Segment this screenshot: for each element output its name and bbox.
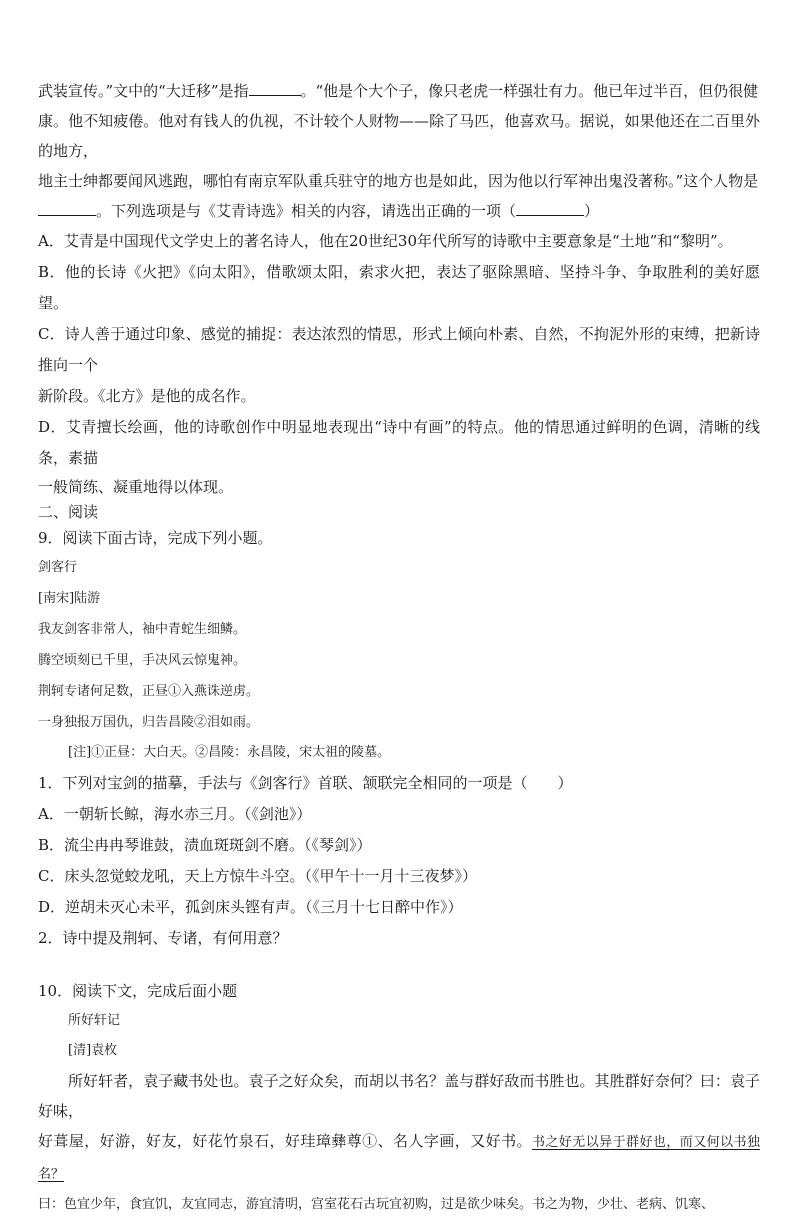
q8-option-d: D．艾青擅长绘画，他的诗歌创作中明显地表现出“诗中有画”的特点。他的情思通过鲜明的色调，清晰的线条，素描	[38, 418, 760, 467]
q8-option-a: A．艾青是中国现代文学史上的著名诗人，他在20世纪30年代所写的诗歌中主要意象是“土地”和“黎明”。	[38, 232, 733, 250]
q9-sub1-option-a: A．一朝斩长鲸，海水赤三月。（《剑池》）	[38, 805, 312, 823]
q9-prompt: 9．阅读下面古诗，完成下列小题。	[38, 529, 273, 547]
intro-line-4	[38, 196, 760, 226]
answer-blank	[516, 197, 584, 216]
poem-line: 我友剑客非常人，袖中青蛇生细鳞。	[38, 622, 247, 637]
q10-prompt: 10．阅读下文，完成后面小题	[38, 982, 238, 1000]
passage-paragraph-cont: 曰：色宜少年，食宜饥，友宜同志，游宜清明，宫室花石古玩宜初购，过是欲少味矣。书之为物，少壮、老病、饥寒、	[38, 1197, 715, 1212]
poem-title: 剑客行	[38, 560, 78, 575]
underlined-sentence: 书之好无以异于群好也，而又何以书独名？	[38, 1135, 760, 1182]
section-heading: 二、阅读	[38, 503, 99, 521]
q9-sub1-option-d: D．逆胡未灭心未平，孤剑床头铿有声。（《三月十七日醉中作》）	[38, 898, 463, 916]
intro-line-2: 康。他不知疲倦。他对有钱人的仇视，不计较个人财物——除了马匹，他喜欢马。据说，如果他还在二百里外的地方，	[38, 112, 760, 160]
intro-text: ）	[584, 202, 600, 220]
spacer	[38, 954, 760, 976]
answer-blank	[38, 197, 96, 216]
document-page	[38, 76, 760, 1220]
q9-sub1: 1．下列对宝剑的描摹，手法与《剑客行》首联、颔联完全相同的一项是（ ）	[38, 774, 573, 792]
intro-line-3: 地主士绅都要闻风逃跑，哪怕有南京军队重兵驻守的地方也是如此，因为他以行军神出鬼没著称。”这个人物是	[38, 172, 759, 190]
intro-text: 武装宣传。”文中的“大迁移”是指	[38, 82, 249, 100]
passage-text: 好葺屋，好游，好友，好花竹泉石，好珪璋彝尊①、名人字画，又好书。	[38, 1132, 532, 1150]
q9-sub1-option-c: C．床头忽觉蛟龙吼，天上方惊牛斗空。（《甲午十一月十三夜梦》）	[38, 867, 477, 885]
q8-option-b: B．他的长诗《火把》《向太阳》，借歌颂太阳，索求火把，表达了驱除黑暗、坚持斗争、争取胜利的美好愿望。	[38, 263, 760, 312]
passage-paragraph-cont	[38, 1126, 760, 1190]
poem-line: 腾空顷刻已千里，手决风云惊鬼神。	[38, 653, 247, 668]
q9-sub1-option-b: B．流尘冉冉琴谁鼓，渍血斑斑剑不磨。（《琴剑》）	[38, 836, 372, 854]
intro-line-1	[38, 76, 760, 106]
passage-title: 所好轩记	[68, 1013, 121, 1028]
q8-option-c-cont: 新阶段。《北方》是他的成名作。	[38, 387, 256, 405]
answer-blank	[249, 77, 301, 96]
intro-text: 。“他是个大个子，像只老虎一样强壮有力。他已年过半百，但仍很健	[300, 82, 759, 100]
poem-author: [南宋]陆游	[38, 591, 101, 606]
poem-line: 一身独报万国仇，归告昌陵②泪如雨。	[38, 715, 260, 730]
intro-text: 。下列选项是与《艾青诗选》相关的内容，请选出正确的一项（	[96, 202, 517, 220]
q9-sub2: 2．诗中提及荆轲、专诸，有何用意？	[38, 929, 288, 947]
passage-paragraph: 所好轩者，袁子藏书处也。袁子之好众矣，而胡以书名？盖与群好敌而书胜也。其胜群好奈何？曰：袁子好味，	[38, 1072, 760, 1120]
poem-line: 荆轲专诸何足数，正昼①入燕诛逆虏。	[38, 684, 260, 699]
q8-option-c: C．诗人善于通过印象、感觉的捕捉：表达浓烈的情思，形式上倾向朴素、自然，不拘泥外形的束缚，把新诗推向一个	[38, 325, 760, 374]
poem-note: [注]①正昼：大白天。②昌陵：永昌陵，宋太祖的陵墓。	[68, 745, 391, 760]
q8-option-d-cont: 一般简练、凝重地得以体现。	[38, 478, 234, 496]
passage-author: [清]袁枚	[68, 1043, 118, 1058]
